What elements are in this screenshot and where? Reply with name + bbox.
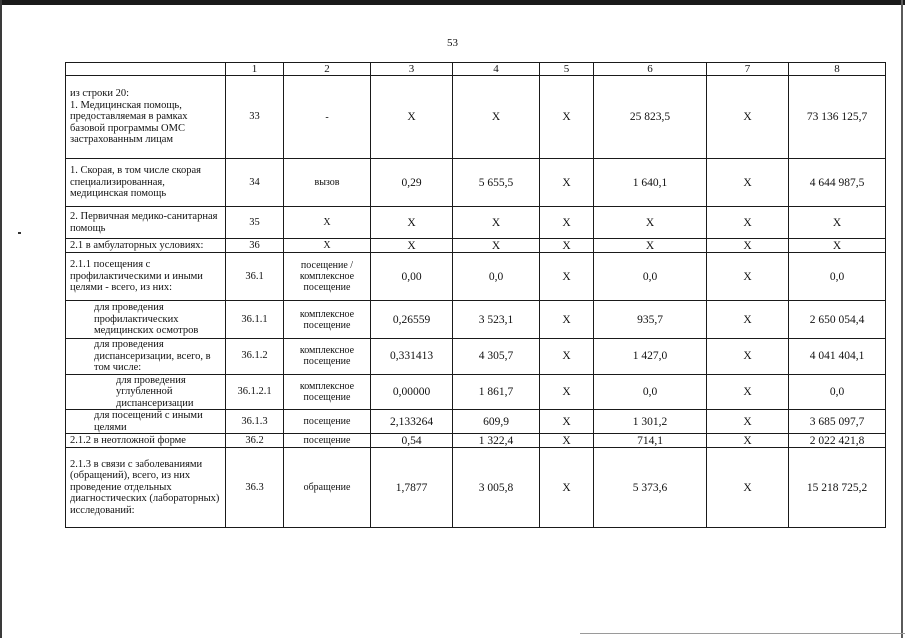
cell-col6: X <box>594 207 707 239</box>
cell-col6: 25 823,5 <box>594 76 707 159</box>
cell-col4: 1 861,7 <box>453 374 540 410</box>
cell-col5: X <box>540 76 594 159</box>
cell-col3: 0,00 <box>371 253 453 301</box>
cell-col3: 0,331413 <box>371 339 453 375</box>
row-unit: комплексное посещение <box>284 301 371 339</box>
cell-col5: X <box>540 448 594 528</box>
cell-col4: 5 655,5 <box>453 159 540 207</box>
header-cell-1: 1 <box>226 63 284 76</box>
row-unit: X <box>284 207 371 239</box>
cell-col6: 1 640,1 <box>594 159 707 207</box>
header-cell-3: 3 <box>371 63 453 76</box>
cell-col6: 1 427,0 <box>594 339 707 375</box>
cell-col7: X <box>707 374 789 410</box>
row-code: 36.3 <box>226 448 284 528</box>
cell-col7: X <box>707 239 789 253</box>
table-row <box>66 434 886 448</box>
cell-col8: 2 022 421,8 <box>789 434 886 448</box>
header-cell-6: 6 <box>594 63 707 76</box>
row-name: 1. Скорая, в том числе скорая специализированная, медицинская помощь <box>66 159 226 207</box>
header-cell-7: 7 <box>707 63 789 76</box>
cell-col6: 5 373,6 <box>594 448 707 528</box>
row-code: 35 <box>226 207 284 239</box>
cell-col3: 2,133264 <box>371 410 453 434</box>
cell-col7: X <box>707 448 789 528</box>
cell-col7: X <box>707 76 789 159</box>
page-left-border <box>0 0 2 638</box>
cell-col8: 15 218 725,2 <box>789 448 886 528</box>
header-cell-8: 8 <box>789 63 886 76</box>
report-table <box>65 62 886 528</box>
header-cell-4: 4 <box>453 63 540 76</box>
cell-col3: 0,26559 <box>371 301 453 339</box>
cell-col4: X <box>453 239 540 253</box>
cell-col8: 4 041 404,1 <box>789 339 886 375</box>
page-top-border <box>0 0 905 5</box>
cell-col5: X <box>540 159 594 207</box>
cell-col7: X <box>707 434 789 448</box>
row-unit: комплексное посещение <box>284 374 371 410</box>
page-number: 53 <box>447 37 458 49</box>
cell-col5: X <box>540 339 594 375</box>
row-code: 36.1.2 <box>226 339 284 375</box>
row-unit: обращение <box>284 448 371 528</box>
row-code: 36 <box>226 239 284 253</box>
row-unit: посещение <box>284 410 371 434</box>
cell-col5: X <box>540 410 594 434</box>
cell-col5: X <box>540 301 594 339</box>
cell-col8: 73 136 125,7 <box>789 76 886 159</box>
header-cell-2: 2 <box>284 63 371 76</box>
row-code: 36.1.3 <box>226 410 284 434</box>
row-unit: посещение / комплексное посещение <box>284 253 371 301</box>
cell-col7: X <box>707 301 789 339</box>
cell-col8: 0,0 <box>789 374 886 410</box>
row-name: 2.1.2 в неотложной форме <box>66 434 226 448</box>
header-cell-5: 5 <box>540 63 594 76</box>
cell-col3: 1,7877 <box>371 448 453 528</box>
row-code: 34 <box>226 159 284 207</box>
column-number-row <box>66 63 886 76</box>
row-name: 2.1 в амбулаторных условиях: <box>66 239 226 253</box>
row-unit: вызов <box>284 159 371 207</box>
cell-col7: X <box>707 207 789 239</box>
cell-col4: X <box>453 207 540 239</box>
cell-col4: 4 305,7 <box>453 339 540 375</box>
row-unit: комплексное посещение <box>284 339 371 375</box>
table-row <box>66 207 886 239</box>
cell-col7: X <box>707 339 789 375</box>
row-unit: - <box>284 76 371 159</box>
row-code: 33 <box>226 76 284 159</box>
cell-col6: 0,0 <box>594 374 707 410</box>
cell-col3: 0,54 <box>371 434 453 448</box>
cell-col3: X <box>371 76 453 159</box>
cell-col4: 609,9 <box>453 410 540 434</box>
row-name: для проведения углубленной диспансеризации <box>66 374 226 410</box>
table-row <box>66 448 886 528</box>
cell-col4: 3 005,8 <box>453 448 540 528</box>
cell-col7: X <box>707 253 789 301</box>
row-name: 2.1.3 в связи с заболеваниями (обращений), всего, из них проведение отдельных диагностических (лабораторных) исследований: <box>66 448 226 528</box>
row-name: для посещений с иными целями <box>66 410 226 434</box>
cell-col8: 0,0 <box>789 253 886 301</box>
table-row <box>66 410 886 434</box>
row-code: 36.1.1 <box>226 301 284 339</box>
page-bottom-line <box>580 633 905 634</box>
row-name: для проведения диспансеризации, всего, в том числе: <box>66 339 226 375</box>
table-row <box>66 374 886 410</box>
cell-col8: X <box>789 239 886 253</box>
cell-col5: X <box>540 253 594 301</box>
cell-col6: 1 301,2 <box>594 410 707 434</box>
table-row <box>66 301 886 339</box>
cell-col6: 714,1 <box>594 434 707 448</box>
cell-col8: 4 644 987,5 <box>789 159 886 207</box>
cell-col8: 2 650 054,4 <box>789 301 886 339</box>
row-name: 2.1.1 посещения с профилактическими и иными целями - всего, из них: <box>66 253 226 301</box>
cell-col8: X <box>789 207 886 239</box>
cell-col7: X <box>707 159 789 207</box>
table-row <box>66 339 886 375</box>
cell-col4: 1 322,4 <box>453 434 540 448</box>
cell-col8: 3 685 097,7 <box>789 410 886 434</box>
cell-col5: X <box>540 207 594 239</box>
cell-col5: X <box>540 239 594 253</box>
scan-speck <box>18 232 21 234</box>
cell-col3: X <box>371 207 453 239</box>
row-code: 36.1 <box>226 253 284 301</box>
cell-col6: X <box>594 239 707 253</box>
row-name: из строки 20: 1. Медицинская помощь, предоставляемая в рамках базовой программы ОМС застрахованным лицам <box>66 76 226 159</box>
table-row <box>66 253 886 301</box>
cell-col5: X <box>540 374 594 410</box>
cell-col6: 935,7 <box>594 301 707 339</box>
cell-col3: 0,00000 <box>371 374 453 410</box>
cell-col4: X <box>453 76 540 159</box>
table-row <box>66 239 886 253</box>
row-name: для проведения профилактических медицинских осмотров <box>66 301 226 339</box>
cell-col6: 0,0 <box>594 253 707 301</box>
cell-col3: 0,29 <box>371 159 453 207</box>
table-row <box>66 159 886 207</box>
row-code: 36.2 <box>226 434 284 448</box>
cell-col5: X <box>540 434 594 448</box>
page-right-border <box>901 0 903 638</box>
table-row <box>66 76 886 159</box>
row-code: 36.1.2.1 <box>226 374 284 410</box>
row-unit: посещение <box>284 434 371 448</box>
header-cell-0 <box>66 63 226 76</box>
cell-col4: 3 523,1 <box>453 301 540 339</box>
row-unit: X <box>284 239 371 253</box>
row-name: 2. Первичная медико-санитарная помощь <box>66 207 226 239</box>
cell-col7: X <box>707 410 789 434</box>
cell-col4: 0,0 <box>453 253 540 301</box>
cell-col3: X <box>371 239 453 253</box>
